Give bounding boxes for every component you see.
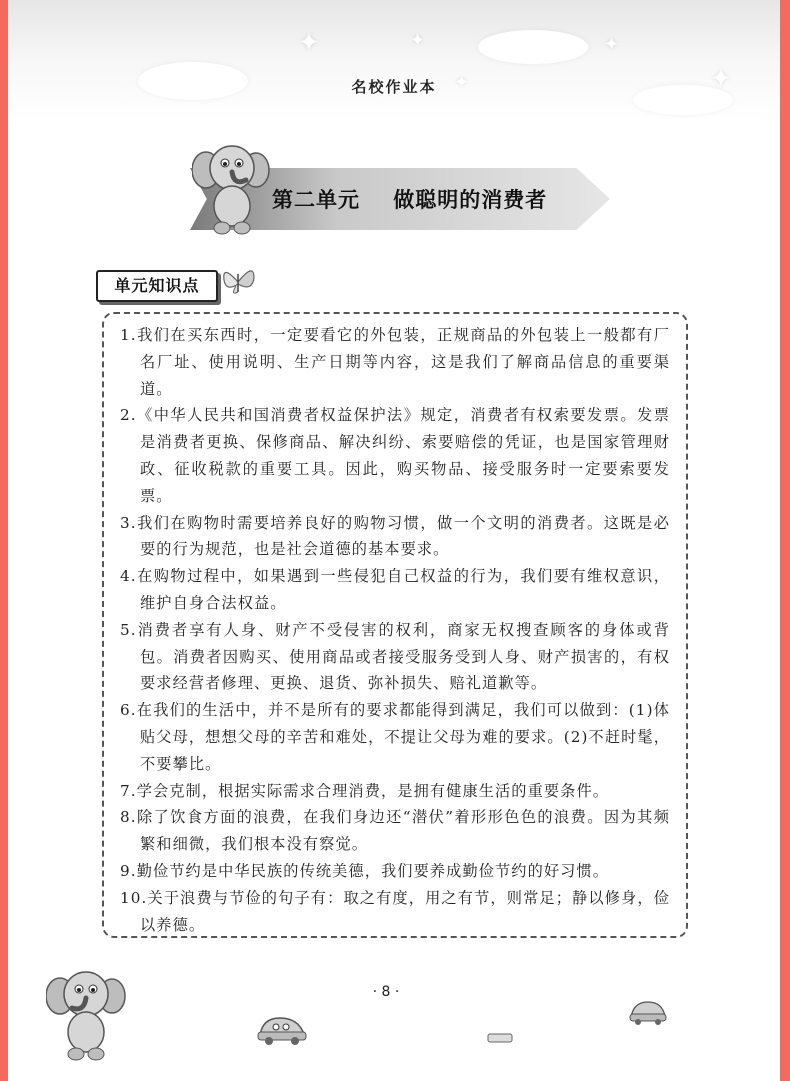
elephant-mascot-icon — [46, 962, 126, 1062]
knowledge-item: 8.除了饮食方面的浪费，在我们身边还“潜伏”着形形色色的浪费。因为其频繁和细微，我们根本没有察觉。 — [120, 808, 670, 854]
knowledge-item: 5.消费者享有人身、财产不受侵害的权利，商家无权搜查顾客的身体或背包。消费者因购买、使用商品或者接受服务受到人身、财产损害的，有权要求经营者修理、更换、退货、弥补损失、赔礼道歉等。 — [120, 620, 670, 693]
knowledge-list — [120, 322, 670, 938]
unit-title: 第二单元 做聪明的消费者 — [272, 187, 548, 212]
knowledge-item: 1.我们在买东西时，一定要看它的外包装，正规商品的外包装上一般都有厂名厂址、使用说明、生产日期等内容，这是我们了解商品信息的重要渠道。 — [120, 326, 670, 398]
toy-car-icon — [256, 1010, 308, 1046]
knowledge-item: 6.在我们的生活中，并不是所有的要求都能得到满足，我们可以做到：(1)体贴父母，想想父母的辛苦和难处，不提让父母为难的要求。(2)不赶时髦，不要攀比。 — [120, 701, 670, 773]
cloud-decoration — [478, 30, 588, 64]
page-number: · 8 · — [372, 984, 400, 1000]
butterfly-icon — [218, 262, 258, 300]
star-icon: ✦ — [454, 72, 470, 93]
knowledge-item: 3.我们在购物时需要培养良好的购物习惯，做一个文明的消费者。这既是必要的行为规范，也是社会道德的基本要求。 — [120, 513, 670, 559]
small-item-icon — [486, 1030, 514, 1046]
star-icon: ✦ — [298, 28, 320, 58]
book-title: 名校作业本 — [351, 78, 437, 96]
knowledge-item: 10.关于浪费与节俭的句子有：取之有度，用之有节，则常足；静以修身，俭以养德。 — [120, 888, 670, 934]
knowledge-item: 4.在购物过程中，如果遇到一些侵犯自己权益的行为，我们要有维权意识，维护自身合法权益。 — [120, 567, 670, 612]
star-icon: ✦ — [604, 34, 620, 55]
star-icon: ✦ — [410, 30, 426, 51]
star-icon: ✦ — [710, 64, 732, 94]
knowledge-item: 9.勤俭节约是中华民族的传统美德，我们要养成勤俭节约的好习惯。 — [120, 861, 610, 880]
section-label: 单元知识点 — [96, 270, 218, 302]
knowledge-item: 2.《中华人民共和国消费者权益保护法》规定，消费者有权索要发票。发票是消费者更换、保修商品、解决纠纷、索要赔偿的凭证，也是国家管理财政、征收税款的重要工具。因此，购买物品、接受服务时一定要索要发票。 — [120, 406, 670, 505]
toy-car-icon — [628, 996, 668, 1026]
knowledge-item: 7.学会克制，根据实际需求合理消费，是拥有健康生活的重要条件。 — [120, 781, 610, 800]
elephant-mascot-icon — [192, 136, 270, 238]
